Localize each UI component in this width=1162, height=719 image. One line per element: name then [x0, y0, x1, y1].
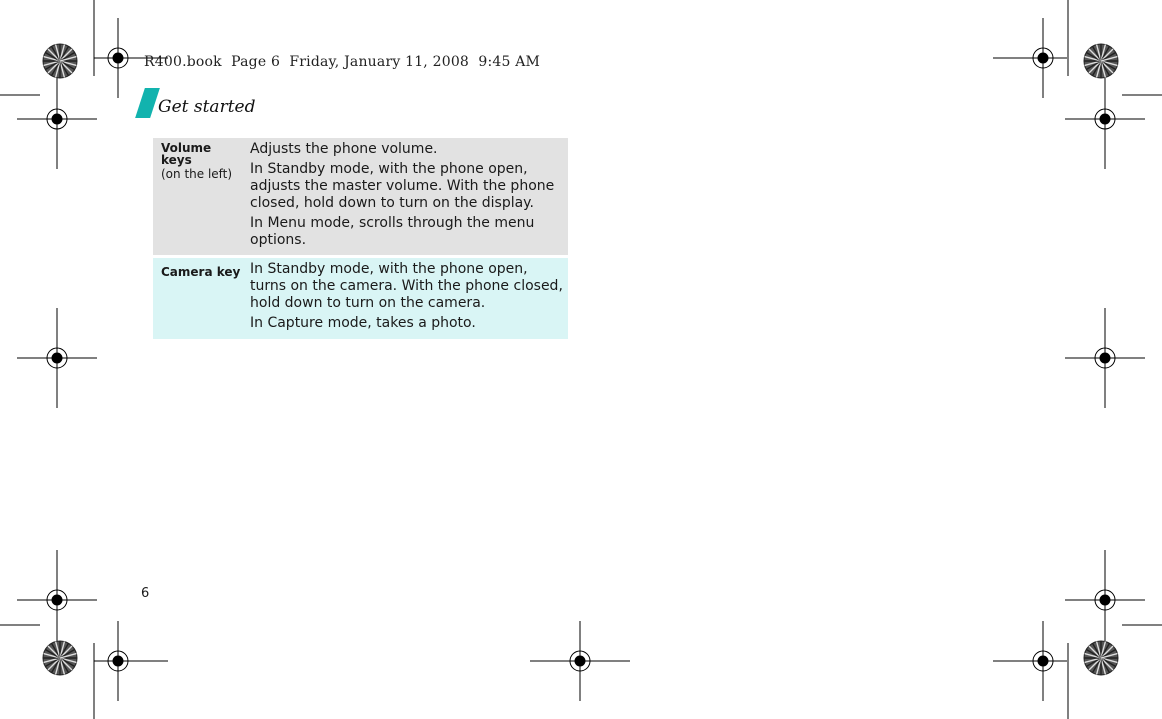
registration-crosshair-icon: [1065, 308, 1145, 408]
registration-crosshair-icon: [993, 621, 1067, 701]
registration-crosshair-icon: [1065, 550, 1145, 650]
registration-crosshair-icon: [530, 621, 630, 701]
starburst-target-icon: [1084, 44, 1118, 78]
key-name-cell: [153, 138, 242, 255]
key-row-volume: [153, 138, 568, 255]
key-title: Volume keys: [161, 141, 212, 167]
registration-crosshair-icon: [17, 69, 97, 169]
heading-accent-bar: [135, 88, 160, 118]
key-description: [242, 258, 568, 339]
description-paragraph: In Menu mode, scrolls through the menu options.: [250, 215, 535, 248]
description-paragraph: In Standby mode, with the phone open, turns on the camera. With the phone closed, hold down to turn on the camera.: [250, 261, 563, 311]
starburst-target-icon: [43, 641, 77, 675]
registration-crosshair-icon: [993, 18, 1067, 98]
key-row-camera: [153, 258, 568, 339]
registration-crosshair-icon: [94, 621, 168, 701]
page-number: 6: [141, 586, 150, 601]
key-title: Camera key: [161, 265, 241, 279]
key-name-cell: [153, 258, 242, 339]
key-note: (on the left): [161, 167, 233, 181]
section-heading-text: Get started: [158, 97, 256, 117]
print-slug-line: R400.book Page 6 Friday, January 11, 2008 9:45 AM: [144, 54, 541, 70]
registration-crosshair-icon: [1065, 69, 1145, 169]
starburst-target-icon: [43, 44, 77, 78]
registration-crosshair-icon: [17, 550, 97, 650]
description-paragraph: Adjusts the phone volume.: [250, 141, 438, 157]
starburst-target-icon: [1084, 641, 1118, 675]
keys-table: [153, 138, 568, 339]
key-description: [242, 138, 568, 255]
description-paragraph: In Standby mode, with the phone open, adjusts the master volume. With the phone closed, hold down to turn on the display.: [250, 161, 555, 211]
registration-crosshair-icon: [17, 308, 97, 408]
description-paragraph: In Capture mode, takes a photo.: [250, 315, 476, 331]
section-heading: [136, 88, 256, 120]
